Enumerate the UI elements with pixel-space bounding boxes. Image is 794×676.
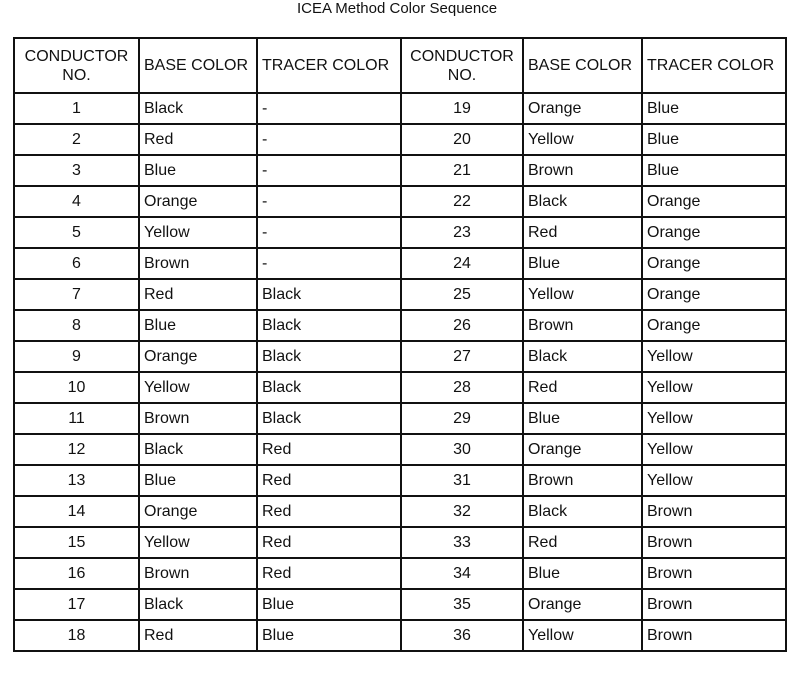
header-tracer-color: TRACER COLOR <box>257 38 401 93</box>
tracer-color-cell: Orange <box>642 310 786 341</box>
conductor-no-cell: 16 <box>14 558 139 589</box>
table-row <box>14 558 786 589</box>
tracer-color-cell: Blue <box>257 620 401 651</box>
conductor-no-cell: 35 <box>401 589 523 620</box>
tracer-color-cell: Red <box>257 558 401 589</box>
base-color-cell: Blue <box>139 155 257 186</box>
conductor-no-cell: 21 <box>401 155 523 186</box>
conductor-no-cell: 25 <box>401 279 523 310</box>
base-color-cell: Yellow <box>139 527 257 558</box>
header-tracer-color: TRACER COLOR <box>642 38 786 93</box>
base-color-cell: Black <box>139 93 257 124</box>
table-row <box>14 124 786 155</box>
base-color-cell: Brown <box>523 155 642 186</box>
conductor-no-cell: 34 <box>401 558 523 589</box>
tracer-color-cell: Brown <box>642 558 786 589</box>
tracer-color-cell: Orange <box>642 279 786 310</box>
conductor-no-cell: 5 <box>14 217 139 248</box>
tracer-color-cell: Black <box>257 403 401 434</box>
conductor-no-cell: 29 <box>401 403 523 434</box>
tracer-color-cell: Brown <box>642 589 786 620</box>
conductor-no-cell: 28 <box>401 372 523 403</box>
tracer-color-cell: Red <box>257 527 401 558</box>
base-color-cell: Orange <box>523 434 642 465</box>
base-color-cell: Brown <box>139 248 257 279</box>
base-color-cell: Orange <box>139 496 257 527</box>
base-color-cell: Brown <box>139 403 257 434</box>
base-color-cell: Red <box>523 217 642 248</box>
tracer-color-cell: - <box>257 248 401 279</box>
header-conductor-no: CONDUCTOR NO. <box>401 38 523 93</box>
conductor-no-cell: 14 <box>14 496 139 527</box>
conductor-no-cell: 20 <box>401 124 523 155</box>
tracer-color-cell: - <box>257 217 401 248</box>
table-row <box>14 372 786 403</box>
tracer-color-cell: Black <box>257 341 401 372</box>
base-color-cell: Brown <box>523 465 642 496</box>
table-row <box>14 279 786 310</box>
color-sequence-table <box>13 37 787 652</box>
conductor-no-cell: 7 <box>14 279 139 310</box>
tracer-color-cell: - <box>257 93 401 124</box>
base-color-cell: Orange <box>139 186 257 217</box>
tracer-color-cell: - <box>257 155 401 186</box>
table-row <box>14 403 786 434</box>
tracer-color-cell: Red <box>257 465 401 496</box>
table-title: ICEA Method Color Sequence <box>296 0 498 17</box>
base-color-cell: Black <box>139 434 257 465</box>
tracer-color-cell: - <box>257 124 401 155</box>
header-base-color: BASE COLOR <box>139 38 257 93</box>
base-color-cell: Black <box>523 341 642 372</box>
conductor-no-cell: 9 <box>14 341 139 372</box>
conductor-no-cell: 24 <box>401 248 523 279</box>
base-color-cell: Black <box>523 186 642 217</box>
table-row <box>14 589 786 620</box>
tracer-color-cell: Yellow <box>642 434 786 465</box>
tracer-color-cell: Yellow <box>642 403 786 434</box>
table-row <box>14 496 786 527</box>
conductor-no-cell: 31 <box>401 465 523 496</box>
conductor-no-cell: 27 <box>401 341 523 372</box>
tracer-color-cell: Blue <box>642 155 786 186</box>
table-row <box>14 217 786 248</box>
conductor-no-cell: 30 <box>401 434 523 465</box>
base-color-cell: Blue <box>523 403 642 434</box>
tracer-color-cell: Yellow <box>642 372 786 403</box>
table-row <box>14 620 786 651</box>
base-color-cell: Yellow <box>523 620 642 651</box>
table-row <box>14 341 786 372</box>
tracer-color-cell: Blue <box>642 93 786 124</box>
base-color-cell: Red <box>139 279 257 310</box>
tracer-color-cell: Black <box>257 310 401 341</box>
table-row <box>14 155 786 186</box>
base-color-cell: Red <box>523 527 642 558</box>
base-color-cell: Yellow <box>523 279 642 310</box>
base-color-cell: Brown <box>139 558 257 589</box>
conductor-no-cell: 4 <box>14 186 139 217</box>
base-color-cell: Red <box>523 372 642 403</box>
base-color-cell: Blue <box>139 465 257 496</box>
header-conductor-no: CONDUCTOR NO. <box>14 38 139 93</box>
base-color-cell: Brown <box>523 310 642 341</box>
tracer-color-cell: - <box>257 186 401 217</box>
conductor-no-cell: 33 <box>401 527 523 558</box>
conductor-no-cell: 18 <box>14 620 139 651</box>
tracer-color-cell: Black <box>257 279 401 310</box>
tracer-color-cell: Red <box>257 434 401 465</box>
conductor-no-cell: 12 <box>14 434 139 465</box>
table-row <box>14 310 786 341</box>
conductor-no-cell: 22 <box>401 186 523 217</box>
conductor-no-cell: 23 <box>401 217 523 248</box>
table-row <box>14 93 786 124</box>
base-color-cell: Yellow <box>139 372 257 403</box>
base-color-cell: Yellow <box>523 124 642 155</box>
conductor-no-cell: 15 <box>14 527 139 558</box>
header-base-color: BASE COLOR <box>523 38 642 93</box>
conductor-no-cell: 8 <box>14 310 139 341</box>
base-color-cell: Blue <box>523 248 642 279</box>
tracer-color-cell: Brown <box>642 620 786 651</box>
conductor-no-cell: 11 <box>14 403 139 434</box>
conductor-no-cell: 19 <box>401 93 523 124</box>
table-row <box>14 527 786 558</box>
tracer-color-cell: Blue <box>257 589 401 620</box>
tracer-color-cell: Brown <box>642 496 786 527</box>
header-row <box>14 38 786 93</box>
table-row <box>14 434 786 465</box>
tracer-color-cell: Brown <box>642 527 786 558</box>
tracer-color-cell: Orange <box>642 186 786 217</box>
base-color-cell: Yellow <box>139 217 257 248</box>
tracer-color-cell: Orange <box>642 217 786 248</box>
conductor-no-cell: 32 <box>401 496 523 527</box>
table-row <box>14 186 786 217</box>
base-color-cell: Black <box>139 589 257 620</box>
tracer-color-cell: Blue <box>642 124 786 155</box>
tracer-color-cell: Black <box>257 372 401 403</box>
tracer-color-cell: Orange <box>642 248 786 279</box>
base-color-cell: Red <box>139 620 257 651</box>
base-color-cell: Blue <box>139 310 257 341</box>
conductor-no-cell: 2 <box>14 124 139 155</box>
conductor-no-cell: 17 <box>14 589 139 620</box>
base-color-cell: Black <box>523 496 642 527</box>
tracer-color-cell: Yellow <box>642 341 786 372</box>
base-color-cell: Orange <box>523 589 642 620</box>
tracer-color-cell: Red <box>257 496 401 527</box>
conductor-no-cell: 6 <box>14 248 139 279</box>
conductor-no-cell: 10 <box>14 372 139 403</box>
base-color-cell: Orange <box>523 93 642 124</box>
base-color-cell: Blue <box>523 558 642 589</box>
table-row <box>14 248 786 279</box>
base-color-cell: Red <box>139 124 257 155</box>
conductor-no-cell: 3 <box>14 155 139 186</box>
conductor-no-cell: 1 <box>14 93 139 124</box>
conductor-no-cell: 13 <box>14 465 139 496</box>
conductor-no-cell: 26 <box>401 310 523 341</box>
base-color-cell: Orange <box>139 341 257 372</box>
conductor-no-cell: 36 <box>401 620 523 651</box>
tracer-color-cell: Yellow <box>642 465 786 496</box>
table-row <box>14 465 786 496</box>
